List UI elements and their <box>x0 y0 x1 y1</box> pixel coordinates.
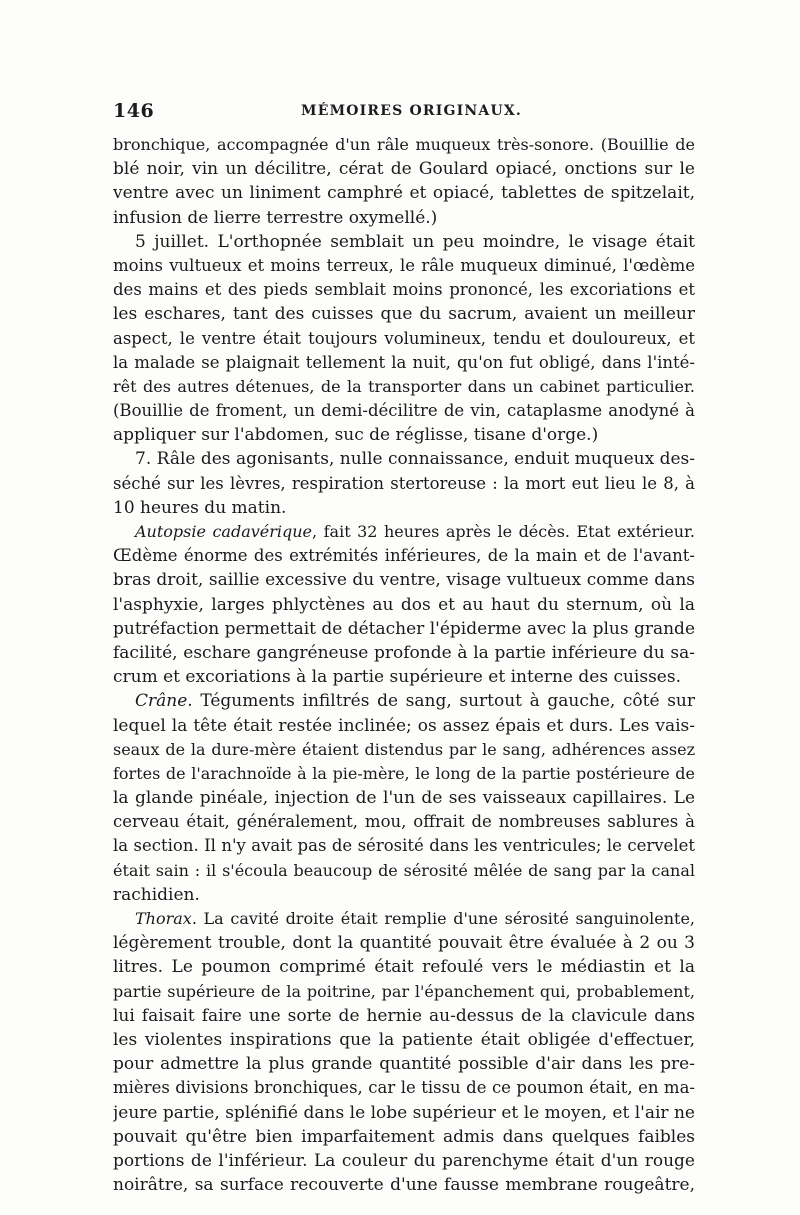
text-line: infusion de lierre terrestre oxymellé.) <box>113 207 438 228</box>
text-line: litres. Le poumon comprimé était refoulé vers le médiastin et la <box>113 957 695 978</box>
section-lead: Thorax. <box>135 909 197 928</box>
text-line: rachidien. <box>113 884 200 905</box>
text-line: mières divisions bronchiques, car le tissu de ce poumon était, en ma- <box>113 1078 695 1098</box>
text-line: l'asphyxie, larges phlyctènes au dos et au haut du sternum, où la <box>113 594 695 615</box>
text-line: cerveau était, généralement, mou, offrait de nombreuses sablures à <box>113 812 695 832</box>
page-number: 146 <box>113 100 155 122</box>
text-line: les eschares, tant des cuisses que du sacrum, avaient un meilleur <box>113 304 695 325</box>
text-line: la section. Il n'y avait pas de sérosité dans les ventricules; le cervelet <box>113 836 695 856</box>
text-line: Autopsie cadavérique, fait 32 heures après le décès. Etat extérieur. <box>135 522 695 541</box>
text-line: 7. Râle des agonisants, nulle connaissance, enduit muqueux des- <box>135 449 695 470</box>
text-line: des mains et des pieds semblait moins prononcé, les excoriations et <box>113 280 695 300</box>
text-line: seaux de la dure-mère étaient distendus par le sang, adhérences assez <box>113 739 695 759</box>
text-line: 5 juillet. L'orthopnée semblait un peu moindre, le visage était <box>135 231 695 252</box>
text-line: ventre avec un liniment camphré et opiacé, tablettes de spitzelait, <box>113 183 695 204</box>
text-line: portions de l'inférieur. La couleur du parenchyme était d'un rouge <box>113 1150 695 1171</box>
text-line: Thorax. La cavité droite était remplie d'une sérosité sanguinolente, <box>135 909 695 928</box>
text-line: lui faisait faire une sorte de hernie au-dessus de la clavicule dans <box>113 1005 695 1026</box>
text-line: moins vultueux et moins terreux, le râle muqueux diminué, l'œdème <box>113 255 695 275</box>
text-line: pouvait qu'être bien imparfaitement admis dans quelques faibles <box>113 1126 695 1147</box>
text-line: putréfaction permettait de détacher l'épiderme avec la plus grande <box>113 618 695 639</box>
text-line: appliquer sur l'abdomen, suc de réglisse, tisane d'orge.) <box>113 425 599 446</box>
section-lead: Crâne. <box>135 691 193 712</box>
text-line: les violentes inspirations que la patiente était obligée d'effectuer, <box>113 1029 695 1050</box>
text-line: facilité, eschare gangréneuse profonde à la partie inférieure du sa- <box>113 642 695 663</box>
text-line: légèrement trouble, dont la quantité pouvait être évaluée à 2 ou 3 <box>113 933 695 954</box>
text-line: bras droit, saillie excessive du ventre, visage vultueux comme dans <box>113 570 695 591</box>
text-line: crum et excoriations à la partie supérieure et interne des cuisses. <box>113 667 681 688</box>
text-line: la malade se plaignait tellement la nuit, qu'on fut obligé, dans l'inté- <box>113 352 695 372</box>
text-line: partie supérieure de la poitrine, par l'épanchement qui, probablement, <box>113 981 695 1001</box>
body-text <box>113 133 695 1197</box>
text-line: lequel la tête était restée inclinée; os assez épais et durs. Les vais- <box>113 715 695 736</box>
text-line: (Bouillie de froment, un demi-décilitre de vin, cataplasme anodyné à <box>113 401 695 421</box>
text-line: était sain : il s'écoula beaucoup de sérosité mêlée de sang par la canal <box>113 860 695 880</box>
text-line: noirâtre, sa surface recouverte d'une fausse membrane rougeâtre, <box>113 1175 695 1196</box>
text-line: Crâne. Téguments infiltrés de sang, surtout à gauche, côté sur <box>135 691 695 712</box>
text-line: séché sur les lèvres, respiration stertoreuse : la mort eut lieu le 8, à <box>113 473 695 493</box>
text-line: la glande pinéale, injection de l'un de ses vaisseaux capillaires. Le <box>113 788 695 809</box>
text-line: fortes de l'arachnoïde à la pie-mère, le long de la partie postérieure de <box>113 763 695 783</box>
section-lead: Autopsie cadavérique <box>135 522 313 541</box>
text-line: pour admettre la plus grande quantité possible d'air dans les pre- <box>113 1054 695 1075</box>
page-header <box>113 100 695 126</box>
text-line: aspect, le ventre était toujours volumineux, tendu et douloureux, et <box>113 328 695 348</box>
running-title: MÉMOIRES ORIGINAUX. <box>301 103 522 119</box>
text-line: jeure partie, splénifié dans le lobe supérieur et le moyen, et l'air ne <box>113 1102 695 1123</box>
text-line: rêt des autres détenues, de la transporter dans un cabinet particulier. <box>113 376 695 396</box>
text-line: bronchique, accompagnée d'un râle muqueux très-sonore. (Bouillie de <box>113 135 695 154</box>
text-line: 10 heures du matin. <box>113 497 287 518</box>
text-line: blé noir, vin un décilitre, cérat de Goulard opiacé, onctions sur le <box>113 159 695 180</box>
text-line: Œdème énorme des extrémités inférieures, de la main et de l'avant- <box>113 546 695 566</box>
